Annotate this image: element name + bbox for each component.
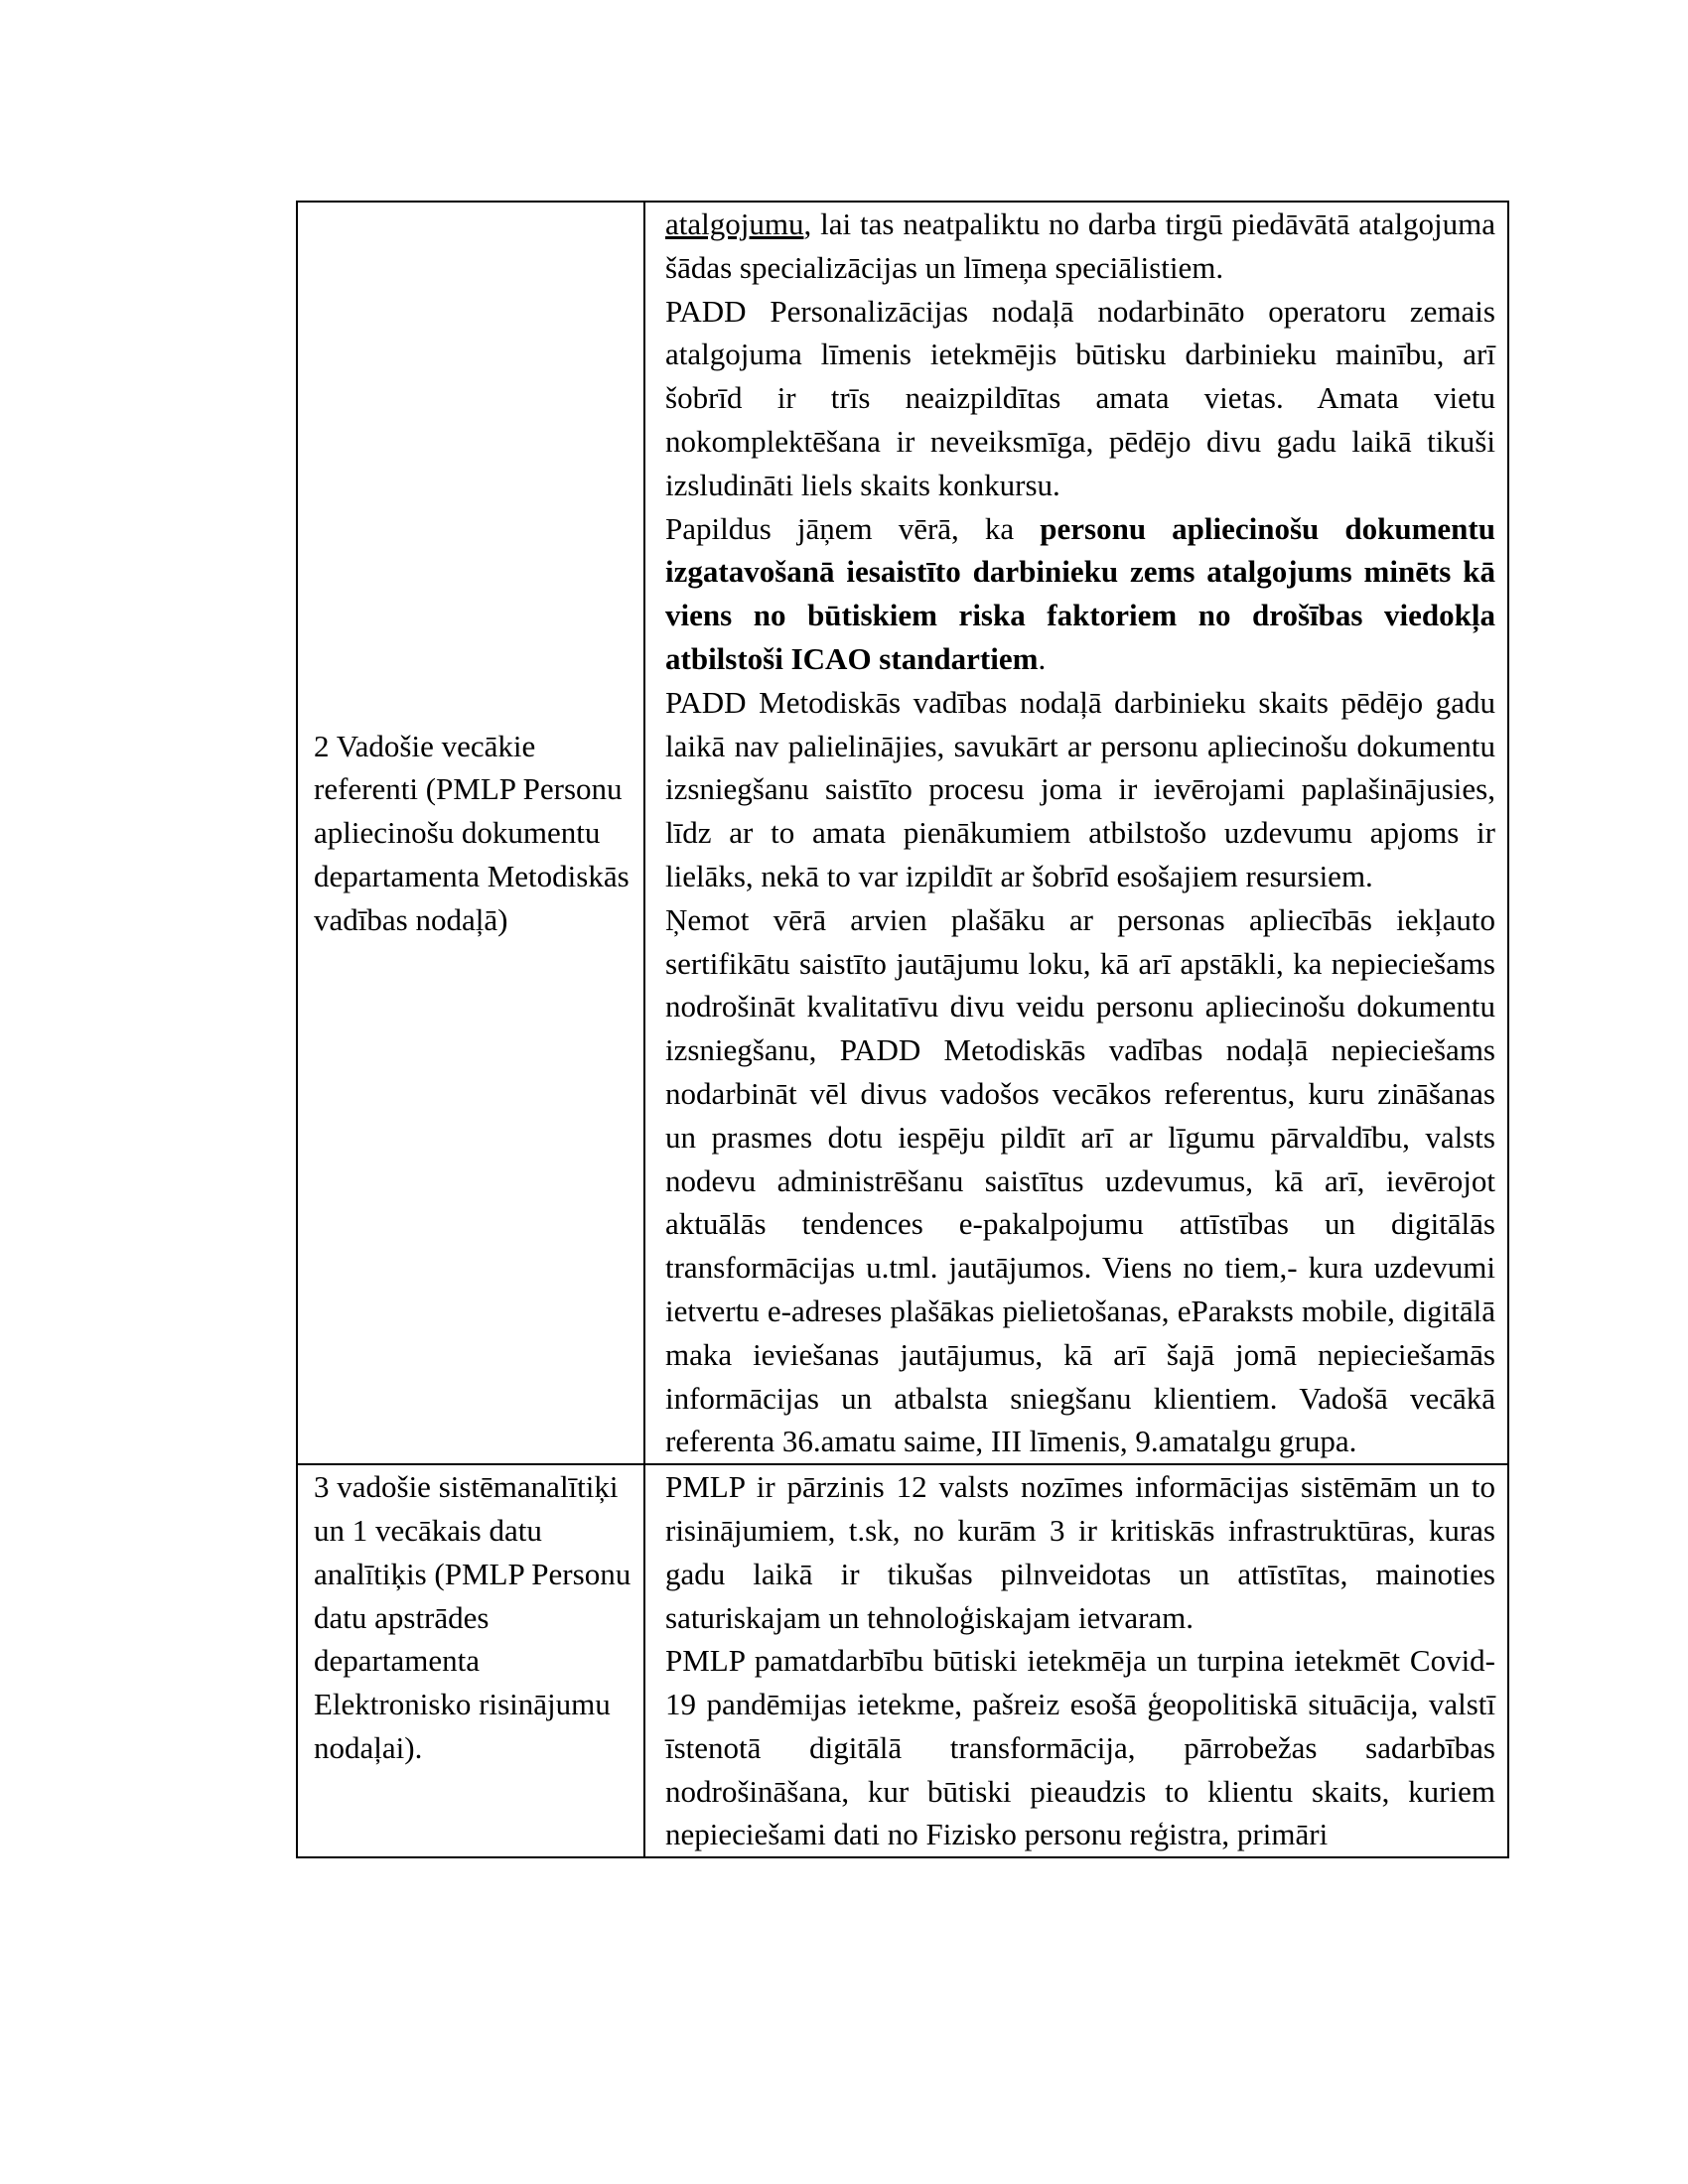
table-row	[297, 1464, 1508, 1857]
underlined-text: atalgojumu	[665, 206, 804, 241]
position-title: 2 Vadošie vecākie referenti (PMLP Personu apliecinošu dokumentu departamenta Metodiskās vadības nodaļā)	[314, 728, 630, 937]
position-title: 3 vadošie sistēmanalītiķi un 1 vecākais datu analītiķis (PMLP Personu datu apstrādes departamenta Elektronisko risinājumu nodaļai).	[314, 1469, 632, 1765]
justification-cell	[644, 202, 1508, 1464]
paragraph: Ņemot vērā arvien plašāku ar personas apliecībās iekļauto sertifikātu saistīto jautājumu loku, kā arī apstākli, ka nepieciešams nodrošināt kvalitatīvu divu veidu personu apliecinošu dokumentu izsniegšanu, PADD Metodiskās vadības nodaļā nepieciešams nodarbināt vēl divus vadošos vecākos referentus, kuru zināšanas un prasmes dotu iespēju pildīt arī ar līgumu pārvaldību, valsts nodevu administrēšanu saistītus uzdevumus, kā arī, ievērojot aktuālās tendences e-pakalpojumu attīstības un digitālās transformācijas u.tml. jautājumos. Viens no tiem,- kura uzdevumi ietvertu e-adreses plašākas pielietošanas, eParaksts mobile, digitālā maka ieviešanas jautājumus, kā arī šajā jomā nepieciešamās informācijas un atbalsta sniegšanu klientiem. Vadošā vecākā referenta 36.amatu saime, III līmenis, 9.amatalgu grupa.	[665, 901, 1495, 1459]
paragraph: PMLP ir pārzinis 12 valsts nozīmes informācijas sistēmām un to risinājumiem, t.sk, no kurām 3 ir kritiskās infrastruktūras, kuras gadu laikā ir tikušas pilnveidotas un attīstītas, mainoties saturiskajam un tehnoloģiskajam ietvaram.	[665, 1469, 1495, 1635]
paragraph: PADD Personalizācijas nodaļā nodarbināto operatoru zemais atalgojuma līmenis ietekmējis būtisku darbinieku mainību, arī šobrīd ir trīs neaizpildītas amata vietas. Amata vietu nokomplektēšana ir neveiksmīga, pēdējo divu gadu laikā tikuši izsludināti liels skaits konkursu.	[665, 293, 1495, 502]
table-row	[297, 202, 1508, 1464]
paragraph: PADD Metodiskās vadības nodaļā darbinieku skaits pēdējo gadu laikā nav palielinājies, savukārt ar personu apliecinošu dokumentu izsniegšanu saistīto procesu joma ir ievērojami paplašinājusies, līdz ar to amata pienākumiem atbilstošo uzdevumu apjoms ir lielāks, nekā to var izpildīt ar šobrīd esošajiem resursiem.	[665, 684, 1495, 893]
bold-text: personu apliecinošu dokumentu izgatavošanā iesaistīto darbinieku zems atalgojums minēts kā viens no būtiskiem riska faktoriem no drošības viedokļa atbilstoši ICAO standartiem	[665, 510, 1495, 676]
paragraph: atalgojumu, lai tas neatpaliktu no darba tirgū piedāvātā atalgojuma šādas specializācijas un līmeņa speciālistiem.	[665, 206, 1495, 285]
position-cell	[297, 202, 644, 1464]
position-cell	[297, 1464, 644, 1857]
paragraph: PMLP pamatdarbību būtiski ietekmēja un turpina ietekmēt Covid-19 pandēmijas ietekme, pašreiz esošā ģeopolitiskā situācija, valstī īstenotā digitālā transformācija, pārrobežas sadarbības nodrošināšana, kur būtiski pieaudzis to klientu skaits, kuriem nepieciešami dati no Fizisko personu reģistra, primāri	[665, 1643, 1495, 1852]
paragraph: Papildus jāņem vērā, ka personu apliecinošu dokumentu izgatavošanā iesaistīto darbinieku zems atalgojums minēts kā viens no būtiskiem riska faktoriem no drošības viedokļa atbilstoši ICAO standartiem.	[665, 510, 1495, 676]
justification-cell	[644, 1464, 1508, 1857]
positions-table	[296, 201, 1509, 1858]
